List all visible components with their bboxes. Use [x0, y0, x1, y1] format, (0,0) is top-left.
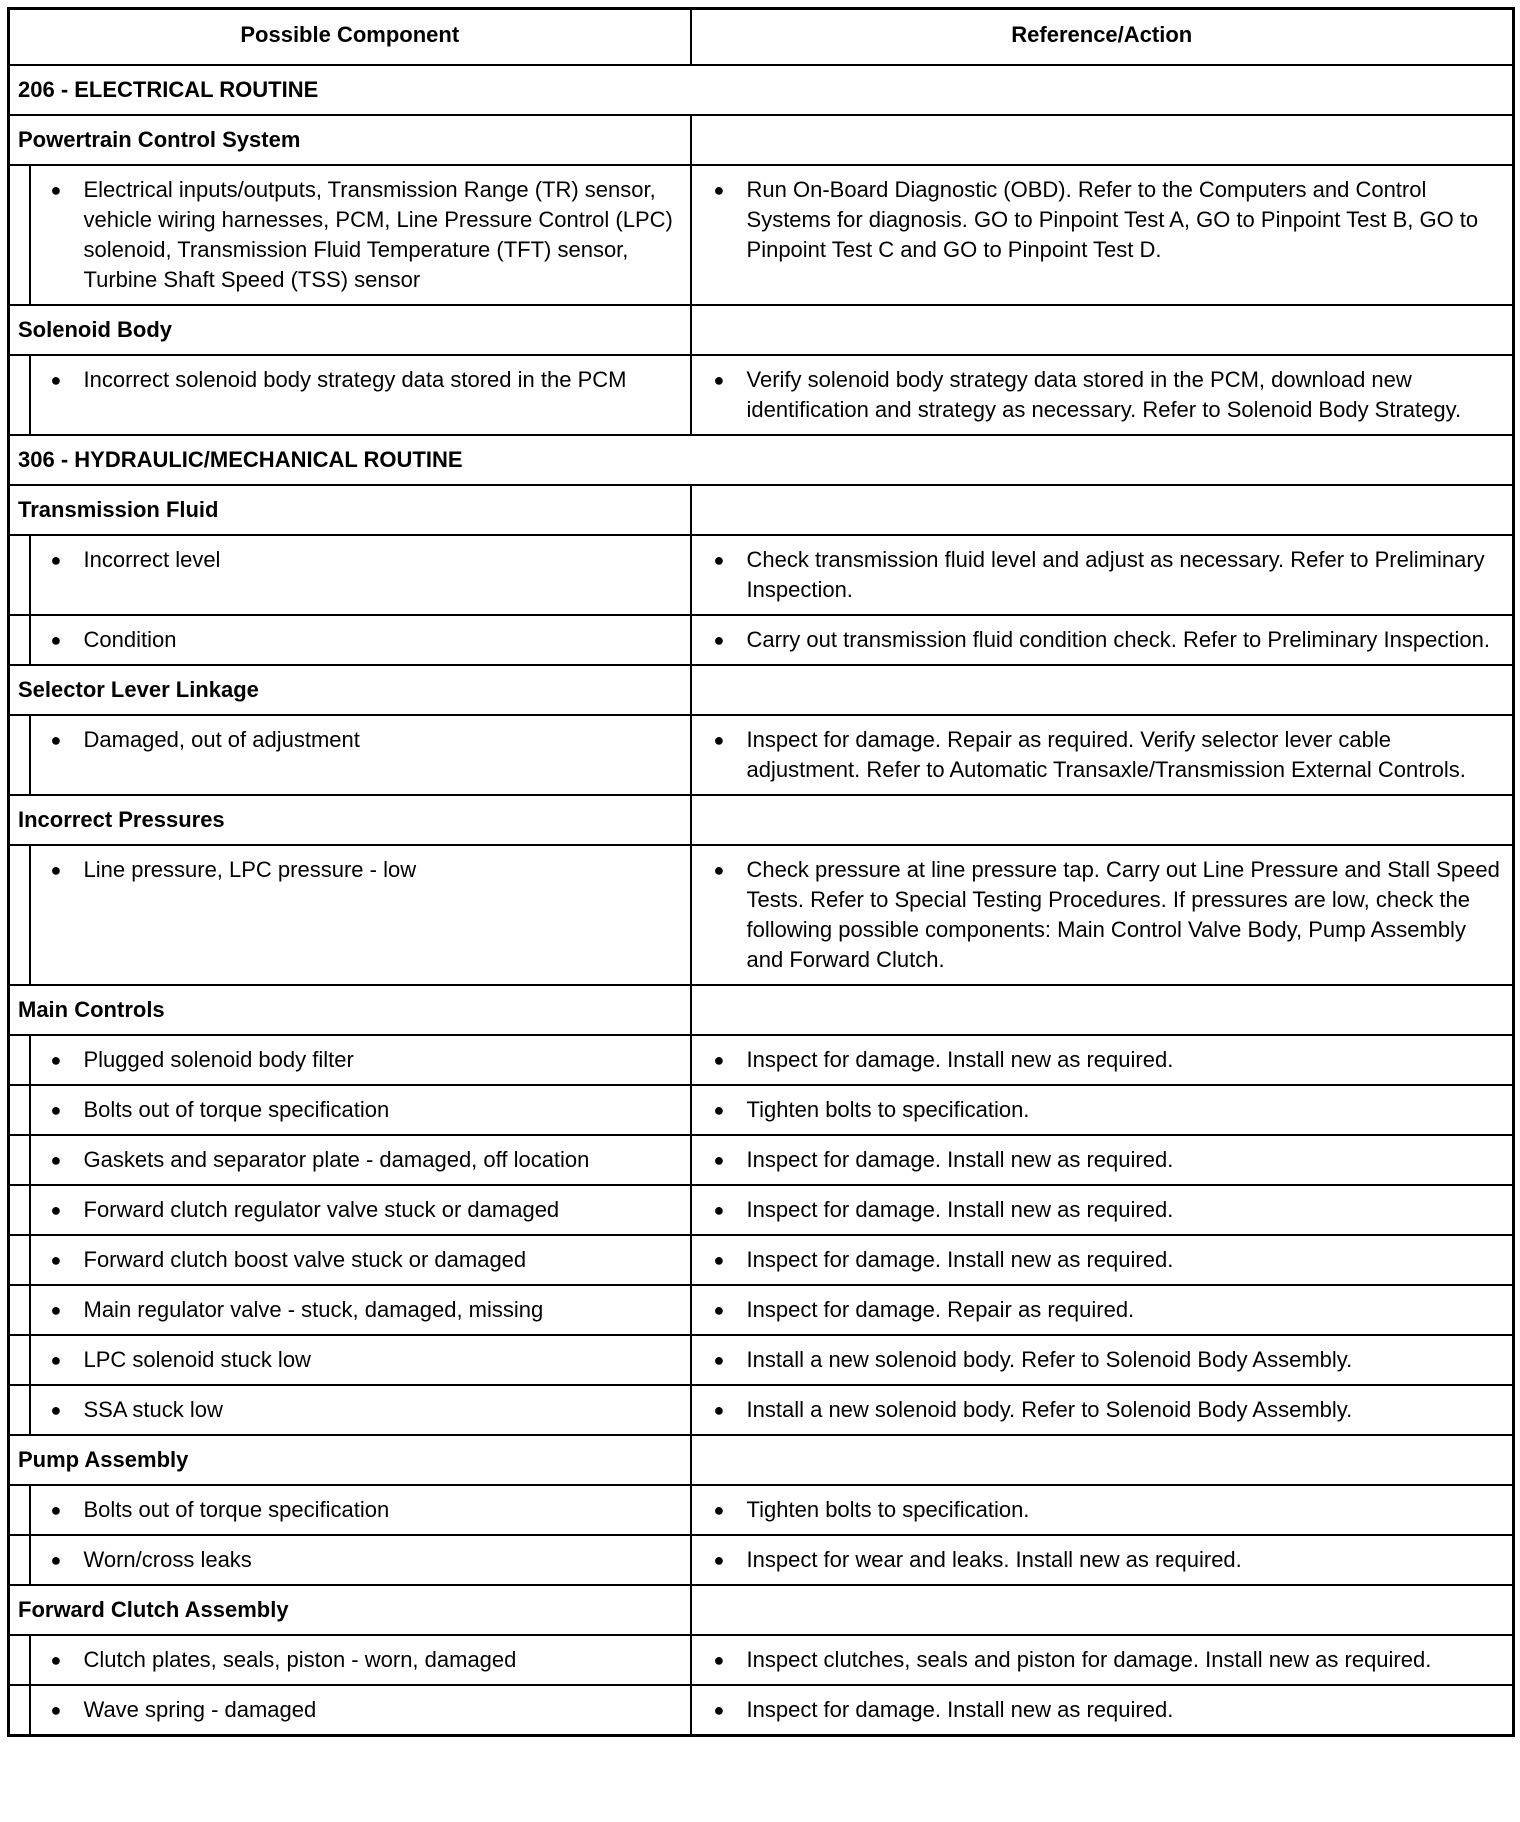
action-cell: [691, 1185, 1514, 1235]
component-group-row: [9, 985, 1514, 1035]
bullet-icon: ●: [50, 1100, 62, 1120]
bullet-icon: ●: [50, 860, 62, 880]
bullet-icon: ●: [50, 730, 62, 750]
component-cell: [30, 1485, 691, 1535]
table-row: [9, 535, 1514, 615]
bullet-icon: ●: [713, 1050, 725, 1070]
component-cell: [30, 165, 691, 305]
table-row: [9, 1035, 1514, 1085]
component-group-title: Transmission Fluid: [9, 485, 691, 535]
routine-title: 306 - HYDRAULIC/MECHANICAL ROUTINE: [9, 435, 1514, 485]
empty-cell: [691, 1585, 1514, 1635]
bullet-icon: ●: [713, 1350, 725, 1370]
empty-cell: [691, 985, 1514, 1035]
component-text: Worn/cross leaks: [83, 1547, 252, 1572]
bullet-icon: ●: [50, 1400, 62, 1420]
action-text: Install a new solenoid body. Refer to Solenoid Body Assembly.: [746, 1397, 1353, 1422]
action-cell: [691, 1685, 1514, 1736]
indent-cell: [9, 615, 30, 665]
indent-cell: [9, 1085, 30, 1135]
component-group-title: Forward Clutch Assembly: [9, 1585, 691, 1635]
bullet-icon: ●: [50, 1150, 62, 1170]
diagnostic-table: [7, 7, 1515, 1737]
component-cell: [30, 1235, 691, 1285]
component-group-row: [9, 795, 1514, 845]
bullet-icon: ●: [713, 1550, 725, 1570]
header-row: [9, 9, 1514, 66]
action-cell: [691, 1285, 1514, 1335]
action-cell: [691, 715, 1514, 795]
action-text: Inspect for damage. Install new as required.: [746, 1697, 1174, 1722]
empty-cell: [691, 1435, 1514, 1485]
bullet-icon: ●: [713, 1650, 725, 1670]
action-text: Check transmission fluid level and adjust as necessary. Refer to Preliminary Inspection.: [746, 547, 1485, 602]
table-row: [9, 1685, 1514, 1736]
indent-cell: [9, 1335, 30, 1385]
bullet-icon: ●: [713, 860, 725, 880]
action-text: Inspect for damage. Install new as required.: [746, 1047, 1174, 1072]
bullet-icon: ●: [713, 1400, 725, 1420]
action-cell: [691, 615, 1514, 665]
indent-cell: [9, 845, 30, 985]
component-cell: [30, 1185, 691, 1235]
component-text: SSA stuck low: [83, 1397, 223, 1422]
component-text: Damaged, out of adjustment: [83, 727, 360, 752]
table-row: [9, 1135, 1514, 1185]
component-cell: [30, 1285, 691, 1335]
action-cell: [691, 1085, 1514, 1135]
action-cell: [691, 845, 1514, 985]
action-text: Inspect for damage. Repair as required. Verify selector lever cable adjustment. Refer to Automatic Transaxle/Transmission External Controls.: [746, 727, 1466, 782]
table-row: [9, 1235, 1514, 1285]
bullet-icon: ●: [713, 730, 725, 750]
action-cell: [691, 1385, 1514, 1435]
action-text: Inspect for damage. Repair as required.: [746, 1297, 1135, 1322]
header-possible-component: Possible Component: [9, 9, 691, 66]
indent-cell: [9, 165, 30, 305]
component-text: Condition: [83, 627, 177, 652]
table-row: [9, 1635, 1514, 1685]
action-cell: [691, 535, 1514, 615]
component-text: Bolts out of torque specification: [83, 1097, 390, 1122]
component-cell: [30, 1635, 691, 1685]
action-text: Install a new solenoid body. Refer to Solenoid Body Assembly.: [746, 1347, 1353, 1372]
action-text: Inspect for damage. Install new as required.: [746, 1197, 1174, 1222]
action-cell: [691, 1035, 1514, 1085]
bullet-icon: ●: [50, 1550, 62, 1570]
indent-cell: [9, 1035, 30, 1085]
action-text: Inspect clutches, seals and piston for damage. Install new as required.: [746, 1647, 1432, 1672]
component-group-row: [9, 305, 1514, 355]
bullet-icon: ●: [713, 1200, 725, 1220]
table-row: [9, 1335, 1514, 1385]
bullet-icon: ●: [50, 1200, 62, 1220]
component-text: Electrical inputs/outputs, Transmission Range (TR) sensor, vehicle wiring harnesses, PCM, Line Pressure Control (LPC) solenoid, Transmission Fluid Temperature (TFT) sensor, Turbine Shaft Speed (TSS) sensor: [83, 177, 673, 292]
bullet-icon: ●: [50, 1650, 62, 1670]
action-cell: [691, 1485, 1514, 1535]
empty-cell: [691, 795, 1514, 845]
bullet-icon: ●: [50, 1350, 62, 1370]
table-row: [9, 1085, 1514, 1135]
bullet-icon: ●: [713, 1250, 725, 1270]
component-group-row: [9, 115, 1514, 165]
action-cell: [691, 1535, 1514, 1585]
component-text: LPC solenoid stuck low: [83, 1347, 311, 1372]
bullet-icon: ●: [713, 630, 725, 650]
component-cell: [30, 1035, 691, 1085]
component-group-row: [9, 1585, 1514, 1635]
component-text: Bolts out of torque specification: [83, 1497, 390, 1522]
action-text: Carry out transmission fluid condition check. Refer to Preliminary Inspection.: [746, 627, 1490, 652]
component-text: Clutch plates, seals, piston - worn, damaged: [83, 1647, 517, 1672]
indent-cell: [9, 1285, 30, 1335]
component-cell: [30, 1535, 691, 1585]
action-cell: [691, 355, 1514, 435]
table-row: [9, 615, 1514, 665]
routine-row: [9, 435, 1514, 485]
bullet-icon: ●: [713, 1300, 725, 1320]
component-cell: [30, 1135, 691, 1185]
component-cell: [30, 845, 691, 985]
component-group-row: [9, 665, 1514, 715]
bullet-icon: ●: [50, 1500, 62, 1520]
component-group-row: [9, 485, 1514, 535]
action-cell: [691, 1235, 1514, 1285]
component-cell: [30, 1335, 691, 1385]
action-cell: [691, 1135, 1514, 1185]
action-text: Inspect for damage. Install new as required.: [746, 1247, 1174, 1272]
table-row: [9, 845, 1514, 985]
component-cell: [30, 535, 691, 615]
indent-cell: [9, 1685, 30, 1736]
table-row: [9, 355, 1514, 435]
bullet-icon: ●: [713, 1700, 725, 1720]
indent-cell: [9, 1635, 30, 1685]
action-text: Inspect for damage. Install new as required.: [746, 1147, 1174, 1172]
indent-cell: [9, 1535, 30, 1585]
indent-cell: [9, 1185, 30, 1235]
action-text: Inspect for wear and leaks. Install new as required.: [746, 1547, 1242, 1572]
action-cell: [691, 1635, 1514, 1685]
component-cell: [30, 355, 691, 435]
empty-cell: [691, 305, 1514, 355]
bullet-icon: ●: [50, 370, 62, 390]
action-cell: [691, 1335, 1514, 1385]
indent-cell: [9, 1485, 30, 1535]
component-group-row: [9, 1435, 1514, 1485]
routine-row: [9, 65, 1514, 115]
bullet-icon: ●: [50, 180, 62, 200]
bullet-icon: ●: [50, 1300, 62, 1320]
action-text: Run On-Board Diagnostic (OBD). Refer to the Computers and Control Systems for diagnosis. GO to Pinpoint Test A, GO to Pinpoint Test B, GO to Pinpoint Test C and GO to Pinpoint Test D.: [746, 177, 1479, 262]
indent-cell: [9, 355, 30, 435]
table-row: [9, 1185, 1514, 1235]
component-text: Incorrect level: [83, 547, 221, 572]
component-text: Gaskets and separator plate - damaged, off location: [83, 1147, 590, 1172]
table-row: [9, 715, 1514, 795]
table-row: [9, 1285, 1514, 1335]
empty-cell: [691, 485, 1514, 535]
component-text: Main regulator valve - stuck, damaged, missing: [83, 1297, 544, 1322]
component-cell: [30, 715, 691, 795]
bullet-icon: ●: [713, 550, 725, 570]
component-text: Wave spring - damaged: [83, 1697, 317, 1722]
indent-cell: [9, 1385, 30, 1435]
table-row: [9, 1535, 1514, 1585]
empty-cell: [691, 665, 1514, 715]
component-text: Plugged solenoid body filter: [83, 1047, 354, 1072]
action-text: Tighten bolts to specification.: [746, 1497, 1030, 1522]
table-row: [9, 1485, 1514, 1535]
action-text: Check pressure at line pressure tap. Carry out Line Pressure and Stall Speed Tests. Refer to Special Testing Procedures. If pressures are low, check the following possible components: Main Control Valve Body, Pump Assembly and Forward Clutch.: [746, 857, 1500, 972]
bullet-icon: ●: [713, 1150, 725, 1170]
bullet-icon: ●: [713, 370, 725, 390]
component-group-title: Solenoid Body: [9, 305, 691, 355]
bullet-icon: ●: [713, 1100, 725, 1120]
bullet-icon: ●: [50, 1050, 62, 1070]
bullet-icon: ●: [50, 550, 62, 570]
bullet-icon: ●: [50, 1250, 62, 1270]
component-text: Line pressure, LPC pressure - low: [83, 857, 417, 882]
bullet-icon: ●: [713, 180, 725, 200]
action-cell: [691, 165, 1514, 305]
header-reference-action: Reference/Action: [691, 9, 1514, 66]
indent-cell: [9, 1235, 30, 1285]
indent-cell: [9, 715, 30, 795]
action-text: Verify solenoid body strategy data stored in the PCM, download new identification and strategy as necessary. Refer to Solenoid Body Strategy.: [746, 367, 1462, 422]
indent-cell: [9, 1135, 30, 1185]
bullet-icon: ●: [50, 1700, 62, 1720]
action-text: Tighten bolts to specification.: [746, 1097, 1030, 1122]
empty-cell: [691, 115, 1514, 165]
table-row: [9, 165, 1514, 305]
component-group-title: Powertrain Control System: [9, 115, 691, 165]
indent-cell: [9, 535, 30, 615]
component-cell: [30, 615, 691, 665]
component-text: Forward clutch regulator valve stuck or damaged: [83, 1197, 560, 1222]
component-group-title: Incorrect Pressures: [9, 795, 691, 845]
bullet-icon: ●: [50, 630, 62, 650]
bullet-icon: ●: [713, 1500, 725, 1520]
table-row: [9, 1385, 1514, 1435]
component-cell: [30, 1085, 691, 1135]
component-group-title: Pump Assembly: [9, 1435, 691, 1485]
component-cell: [30, 1685, 691, 1736]
component-cell: [30, 1385, 691, 1435]
component-group-title: Main Controls: [9, 985, 691, 1035]
component-text: Incorrect solenoid body strategy data stored in the PCM: [83, 367, 627, 392]
routine-title: 206 - ELECTRICAL ROUTINE: [9, 65, 1514, 115]
component-group-title: Selector Lever Linkage: [9, 665, 691, 715]
component-text: Forward clutch boost valve stuck or damaged: [83, 1247, 527, 1272]
